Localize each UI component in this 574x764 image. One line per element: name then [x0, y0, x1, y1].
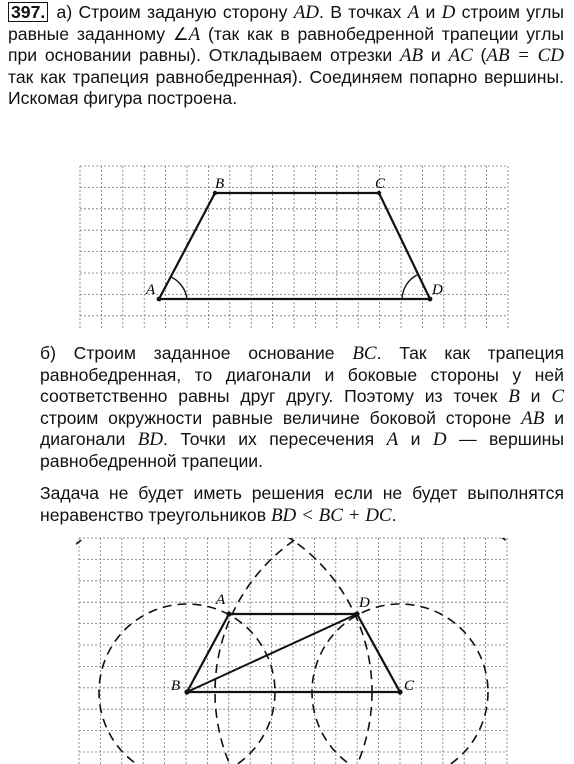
- circle-b-radius-ab: [99, 604, 275, 764]
- label-d: D: [432, 282, 443, 298]
- point-a: A: [407, 2, 420, 23]
- problem-number: 397.: [8, 2, 48, 22]
- segment-ab-b: AB: [521, 407, 545, 429]
- part-b-text-8: — вершины равнобедренной трапеции.: [40, 429, 565, 471]
- vertex-a-2: [226, 611, 231, 616]
- part-a-text-4: строим углы равные заданному ∠: [8, 2, 564, 44]
- part-b-text-6: . Точки их пересечения: [163, 429, 375, 450]
- part-a-text-6: и: [430, 45, 441, 66]
- segment-ad: AD: [293, 2, 320, 23]
- part-b-text-4: строим окружности равные величине боковой стороне: [40, 407, 512, 428]
- angle-a: A: [188, 23, 201, 45]
- point-b: B: [508, 386, 520, 408]
- point-a-b: A: [386, 429, 399, 451]
- figure-2-grid: [79, 538, 507, 764]
- point-d: D: [441, 2, 456, 23]
- vertex-c-2: [397, 689, 402, 694]
- equality-ab-cd: AB = CD: [486, 45, 564, 67]
- figure-1-grid: [80, 166, 508, 328]
- note-text-2: .: [391, 504, 397, 525]
- part-a-text-5: (так как в равнобедренной трапеции углы при основании равны). Откладываем отрезки: [8, 23, 564, 66]
- point-c: C: [551, 386, 565, 408]
- note-text-1: Задача не будет иметь решения если не будет выполнятся неравенство треугольников: [40, 483, 564, 525]
- part-b-marker: б): [40, 343, 56, 363]
- label-c: C: [375, 176, 386, 192]
- segment-bc: BC: [352, 343, 377, 364]
- vertex-b-2: [184, 689, 189, 694]
- part-b-text-7: и: [410, 429, 421, 450]
- figure-1: [80, 166, 508, 328]
- part-b-text-3: и: [530, 386, 541, 407]
- segment-ab: AB: [399, 45, 424, 67]
- label-d-2: D: [359, 595, 370, 611]
- vertex-a: [157, 297, 162, 302]
- circle-b-radius-bd: [2, 507, 372, 764]
- part-a-marker: а): [56, 2, 73, 22]
- point-d-b: D: [432, 429, 447, 451]
- part-b-text-1: Строим заданное основание: [73, 343, 335, 363]
- triangle-inequality: BD < BC + DC: [270, 504, 392, 526]
- segment-ac: AC: [448, 45, 473, 67]
- angle-arc-a: [171, 277, 187, 299]
- part-b-text-2: . Так как трапеция равнобедренная, то диагонали и боковые стороны у ней соответственно равны друг другу. Поэтому из точек: [40, 343, 564, 407]
- part-a-text-1: Строим заданую сторону: [78, 2, 288, 22]
- label-a: A: [146, 282, 156, 298]
- diagonal-bd: [187, 614, 357, 692]
- part-a-text-7: (: [480, 45, 487, 66]
- angle-arc-d: [402, 275, 417, 299]
- part-a-text-2: . В точках: [319, 2, 402, 22]
- label-b: B: [215, 176, 225, 192]
- segment-bd: BD: [137, 429, 164, 451]
- label-b-2: B: [171, 678, 181, 694]
- part-b-text-5: и диагонали: [40, 407, 565, 450]
- vertex-d-2: [354, 611, 359, 616]
- part-a-text-8: так как трапеция равнобедренная). Соединяем попарно вершины. Искомая фигура построена.: [8, 66, 564, 109]
- label-c-2: C: [404, 678, 415, 694]
- label-a-2: A: [216, 592, 226, 608]
- part-a-text-3: и: [425, 2, 436, 22]
